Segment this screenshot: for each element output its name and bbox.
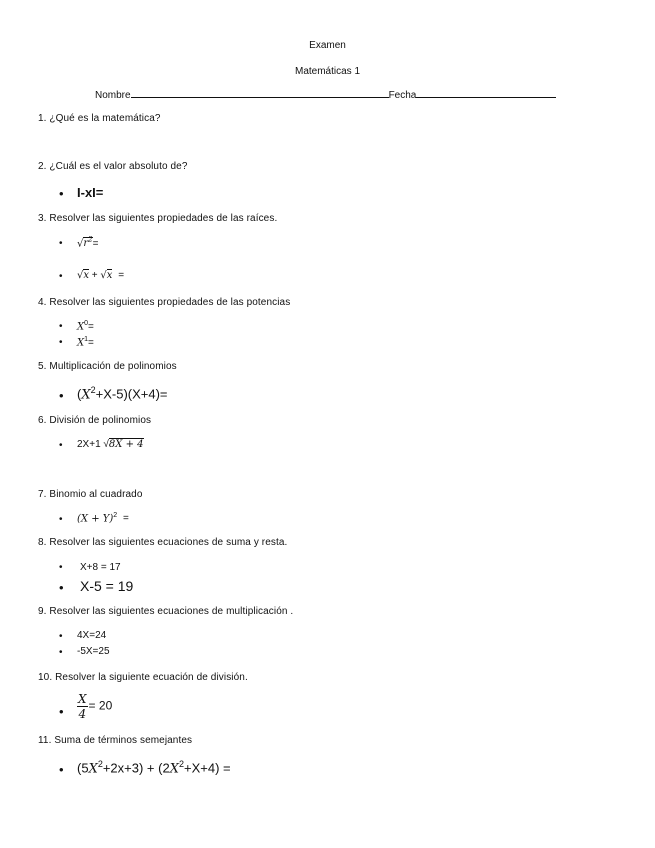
question-8: 8. Resolver las siguientes ecuaciones de suma y resta. xyxy=(38,537,288,548)
exponent: 2 xyxy=(97,759,103,769)
exponent: 2 xyxy=(178,759,184,769)
date-label: Fecha xyxy=(388,90,417,101)
q8-item-1: X+8 = 17 xyxy=(80,562,121,573)
exponent: 2 xyxy=(90,385,96,395)
bullet: • xyxy=(59,647,63,658)
plus: + xyxy=(91,270,98,281)
expression-rest: +X-5)(X+4)= xyxy=(95,386,168,402)
equals: = xyxy=(88,321,94,333)
bullet: • xyxy=(59,388,64,403)
bullet: • xyxy=(59,321,63,332)
question-11: 11. Suma de términos semejantes xyxy=(38,735,193,746)
exponent: 2 xyxy=(88,236,93,244)
name-label: Nombre xyxy=(95,90,131,101)
exam-subject: Matemáticas 1 xyxy=(294,66,361,77)
bullet: • xyxy=(59,704,64,719)
q11-item xyxy=(77,759,231,776)
q7-item xyxy=(77,512,129,524)
question-2: 2. ¿Cuál es el valor absoluto de? xyxy=(38,161,188,172)
bullet: • xyxy=(59,238,63,249)
question-3: 3. Resolver las siguientes propiedades de las raíces. xyxy=(38,213,278,224)
q10-item xyxy=(77,692,112,721)
bullet: • xyxy=(59,271,63,282)
bullet: • xyxy=(59,631,63,642)
paren: ( xyxy=(77,386,82,402)
question-10: 10. Resolver la siguiente ecuación de división. xyxy=(38,672,248,683)
q3-item-1: $√r^2=$ xyxy=(77,236,99,250)
date-field[interactable] xyxy=(416,89,556,98)
radicand: x xyxy=(106,270,113,281)
exponent: 0 xyxy=(84,320,89,327)
q4-item-2 xyxy=(77,336,94,348)
question-4: 4. Resolver las siguientes propiedades de las potencias xyxy=(38,297,291,308)
q8-item-2: X-5 = 19 xyxy=(80,578,134,594)
q9-item-1: 4X=24 xyxy=(77,630,107,641)
term: (5 xyxy=(77,760,89,776)
bullet: • xyxy=(59,514,63,525)
base: X xyxy=(77,321,85,333)
equals: = xyxy=(118,270,125,281)
equals: = xyxy=(88,337,94,349)
numerator: X xyxy=(78,692,87,706)
fraction xyxy=(77,692,88,721)
bullet: • xyxy=(59,580,64,595)
denominator: 4 xyxy=(78,707,87,721)
equals: = xyxy=(92,238,99,250)
exponent: 2 xyxy=(113,512,118,519)
variable: X xyxy=(169,761,179,777)
bullet: • xyxy=(59,562,63,573)
q4-item-1 xyxy=(77,320,94,332)
variable: X xyxy=(81,387,91,403)
bullet: • xyxy=(59,186,64,201)
q6-item: 2X+1 √8X + 4 xyxy=(77,439,144,450)
divisor: 2X+1 xyxy=(77,439,101,450)
question-1: 1. ¿Qué es la matemática? xyxy=(38,113,161,124)
name-date-line xyxy=(95,89,556,101)
name-field[interactable] xyxy=(131,89,389,98)
bullet: • xyxy=(59,762,64,777)
radicand: x xyxy=(83,270,90,281)
exponent: 1 xyxy=(84,336,89,343)
question-9: 9. Resolver las siguientes ecuaciones de multiplicación . xyxy=(38,606,294,617)
q3-item-2: √x + √x = xyxy=(77,270,125,281)
exam-title: Examen xyxy=(309,40,346,51)
variable: X xyxy=(88,761,98,777)
equals-value: = 20 xyxy=(88,698,113,713)
bullet: • xyxy=(59,440,63,451)
q2-item: I-xI= xyxy=(77,185,104,200)
equals: = xyxy=(122,513,129,525)
base: X xyxy=(77,337,85,349)
question-7: 7. Binomio al cuadrado xyxy=(38,489,143,500)
term: +X+4) = xyxy=(183,760,231,776)
question-6: 6. División de polinomios xyxy=(38,415,152,426)
q9-item-2: -5X=25 xyxy=(77,646,110,657)
bullet: • xyxy=(59,337,63,348)
term: +2x+3) + (2 xyxy=(102,760,170,776)
radicand: r xyxy=(83,238,89,250)
binomial: (X + Y) xyxy=(77,513,114,525)
dividend: 8X + 4 xyxy=(108,439,144,450)
q5-item xyxy=(77,385,168,402)
question-5: 5. Multiplicación de polinomios xyxy=(38,361,177,372)
